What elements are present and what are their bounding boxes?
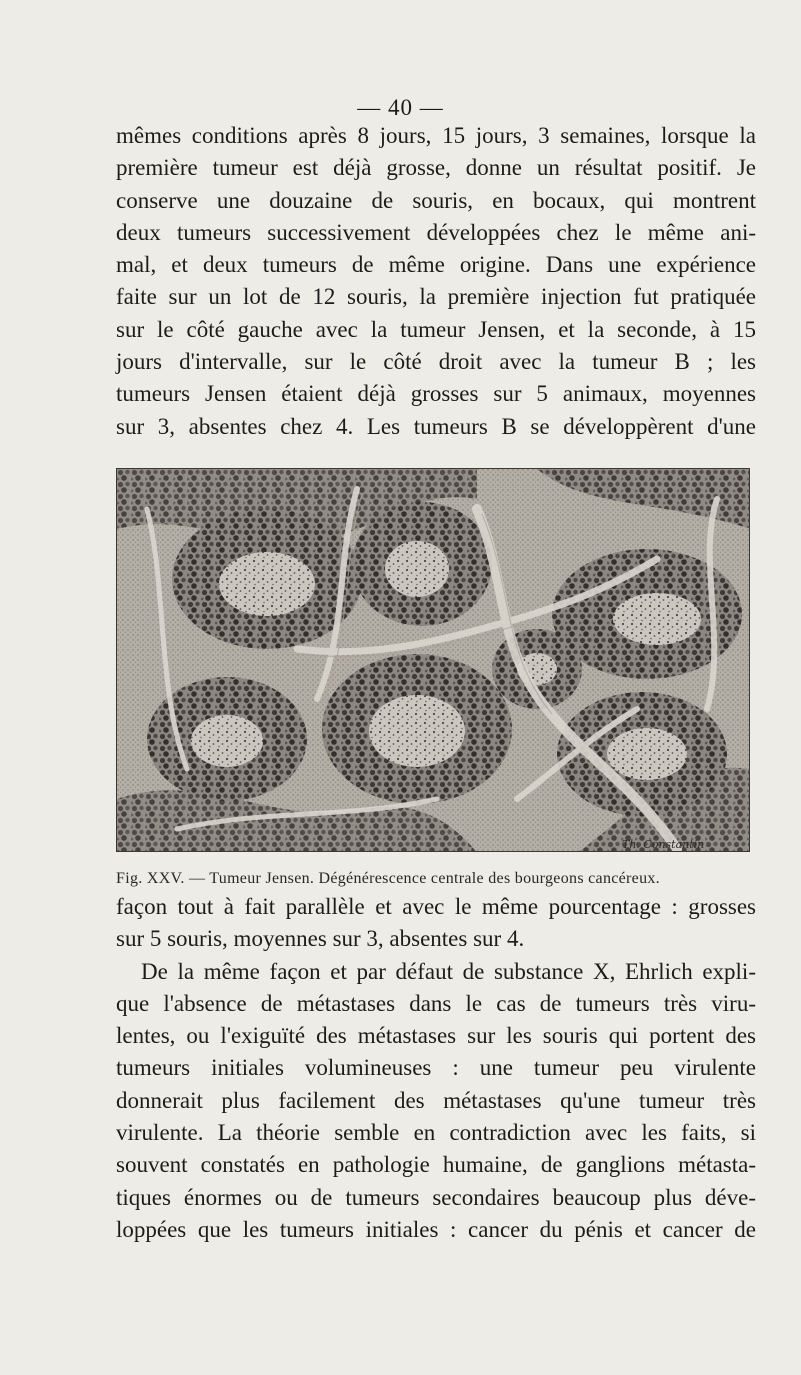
text-line: conserve une douzaine de souris, en bocaux, qui montrent <box>116 187 756 213</box>
text-line: jours d'intervalle, sur le côté droit avec la tumeur B ; les <box>116 349 756 375</box>
paragraph-top <box>116 120 756 443</box>
text-line: façon tout à fait parallèle et avec le même pourcentage : grosses <box>116 894 756 919</box>
signature-mark: Th. Constantin <box>622 838 705 851</box>
text-line: sur le côté gauche avec la tumeur Jensen, et la seconde, à 15 <box>116 316 756 342</box>
paragraph-bottom <box>116 891 756 1246</box>
text-line: première tumeur est déjà grosse, donne un résultat positif. Je <box>116 155 756 181</box>
text-line: mêmes conditions après 8 jours, 15 jours, 3 semaines, lorsque la <box>116 123 756 148</box>
text-line: souvent constatés en pathologie humaine, de ganglions métasta- <box>116 1152 756 1178</box>
histology-figure <box>116 468 750 852</box>
text-line: tumeurs initiales volumineuses : une tumeur peu virulente <box>116 1055 756 1081</box>
text-line: virulente. La théorie semble en contradiction avec les faits, si <box>116 1120 756 1146</box>
page-number: — 40 — <box>357 95 444 120</box>
histology-plate-image <box>117 469 750 852</box>
text-line: De la même façon et par défaut de substance X, Ehrlich expli- <box>141 958 756 984</box>
text-line: faite sur un lot de 12 souris, la première injection fut pratiquée <box>116 284 756 310</box>
text-line: lentes, ou l'exiguïté des métastases sur les souris qui portent des <box>116 1023 756 1049</box>
figure-caption: Fig. XXV. — Tumeur Jensen. Dégénérescence centrale des bourgeons cancéreux. <box>116 870 660 887</box>
text-line: sur 5 souris, moyennes sur 3, absentes sur 4. <box>116 926 525 952</box>
text-line: donnerait plus facilement des métastases qu'une tumeur très <box>116 1087 756 1113</box>
text-line: tumeurs Jensen étaient déjà grosses sur 5 animaux, moyennes <box>116 381 756 407</box>
text-line: tiques énormes ou de tumeurs secondaires beaucoup plus déve- <box>116 1184 756 1210</box>
text-line: mal, et deux tumeurs de même origine. Dans une expérience <box>116 252 756 278</box>
text-line: que l'absence de métastases dans le cas de tumeurs très viru- <box>116 990 756 1016</box>
text-line: deux tumeurs successivement développées chez le même ani- <box>116 219 756 245</box>
text-line: loppées que les tumeurs initiales : cancer du pénis et cancer de <box>116 1216 756 1242</box>
text-line: sur 3, absentes chez 4. Les tumeurs B se développèrent d'une <box>116 413 756 439</box>
